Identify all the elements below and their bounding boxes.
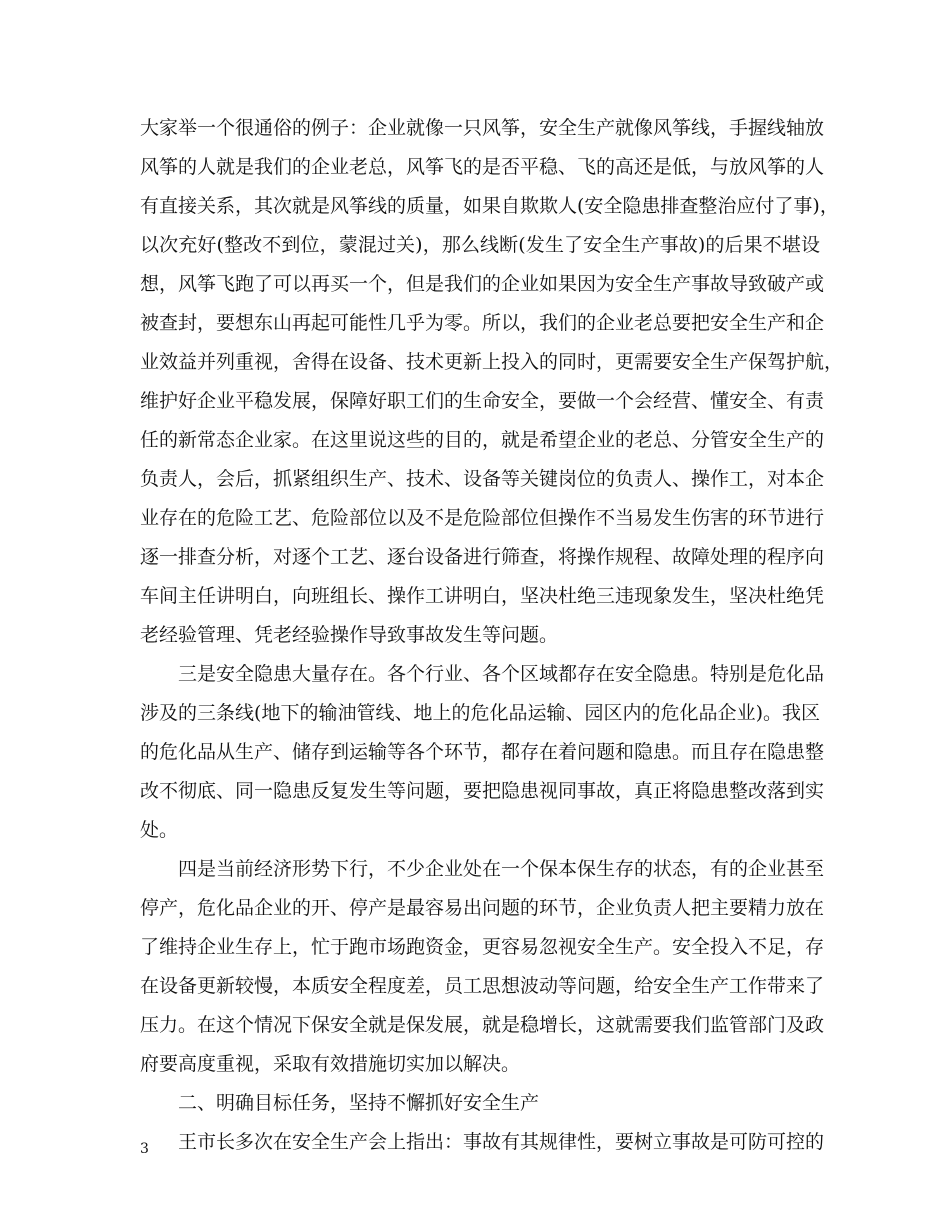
text-line: 逐一排查分析，对逐个工艺、逐台设备进行筛查，将操作规程、故障处理的程序向	[140, 546, 825, 568]
text-line: 在设备更新较慢，本质安全程度差，员工思想波动等问题，给安全生产工作带来了	[140, 975, 825, 997]
text-line: 以次充好(整改不到位，蒙混过关)，那么线断(发生了安全生产事故)的后果不堪设	[140, 234, 820, 256]
section-heading: 二、明确目标任务，坚持不懈抓好安全生产	[178, 1092, 540, 1114]
text-line: 被查封，要想东山再起可能性几乎为零。所以，我们的企业老总要把安全生产和企	[140, 312, 825, 334]
text-line: 维护好企业平稳发展，保障好职工们的生命安全，要做一个会经营、懂安全、有责	[140, 390, 825, 412]
text-line: 业存在的危险工艺、危险部位以及不是危险部位但操作不当易发生伤害的环节进行	[140, 507, 825, 529]
text-line: 任的新常态企业家。在这里说这些的目的，就是希望企业的老总、分管安全生产的	[140, 429, 825, 451]
text-line: 改不彻底、同一隐患反复发生等问题，要把隐患视同事故，真正将隐患整改落到实	[140, 780, 825, 802]
text-line: 负责人，会后，抓紧组织生产、技术、设备等关键岗位的负责人、操作工，对本企	[140, 468, 825, 490]
paragraph-first-line: 四是当前经济形势下行，不少企业处在一个保本保生存的状态，有的企业甚至	[178, 858, 825, 880]
text-line: 停产，危化品企业的开、停产是最容易出问题的环节，企业负责人把主要精力放在	[140, 897, 825, 919]
text-line: 压力。在这个情况下保安全就是保发展，就是稳增长，这就需要我们监管部门及政	[140, 1014, 825, 1036]
text-line: 有直接关系，其次就是风筝线的质量，如果自欺欺人(安全隐患排查整治应付了事)，	[140, 195, 839, 217]
text-line: 了维持企业生存上，忙于跑市场跑资金，更容易忽视安全生产。安全投入不足，存	[140, 936, 825, 958]
paragraph-first-line: 三是安全隐患大量存在。各个行业、各个区域都存在安全隐患。特别是危化品	[178, 663, 825, 685]
text-line: 风筝的人就是我们的企业老总，风筝飞的是否平稳、飞的高还是低，与放风筝的人	[140, 156, 825, 178]
text-line: 的危化品从生产、储存到运输等各个环节，都存在着问题和隐患。而且存在隐患整	[140, 741, 825, 763]
text-line: 想，风筝飞跑了可以再买一个，但是我们的企业如果因为安全生产事故导致破产或	[140, 273, 825, 295]
text-line: 业效益并列重视，舍得在设备、技术更新上投入的同时，更需要安全生产保驾护航，	[140, 351, 844, 373]
text-line: 处。	[140, 819, 179, 841]
text-line: 车间主任讲明白，向班组长、操作工讲明白，坚决杜绝三违现象发生，坚决杜绝凭	[140, 585, 825, 607]
page-number: 3	[140, 1141, 149, 1157]
text-line: 涉及的三条线(地下的输油管线、地上的危化品运输、园区内的危化品企业)。我区	[140, 702, 820, 724]
paragraph-first-line: 王市长多次在安全生产会上指出：事故有其规律性，要树立事故是可防可控的	[178, 1131, 825, 1153]
text-line: 大家举一个很通俗的例子：企业就像一只风筝，安全生产就像风筝线，手握线轴放	[140, 117, 825, 139]
text-line: 老经验管理、凭老经验操作导致事故发生等问题。	[140, 624, 559, 646]
text-line: 府要高度重视，采取有效措施切实加以解决。	[140, 1053, 521, 1075]
